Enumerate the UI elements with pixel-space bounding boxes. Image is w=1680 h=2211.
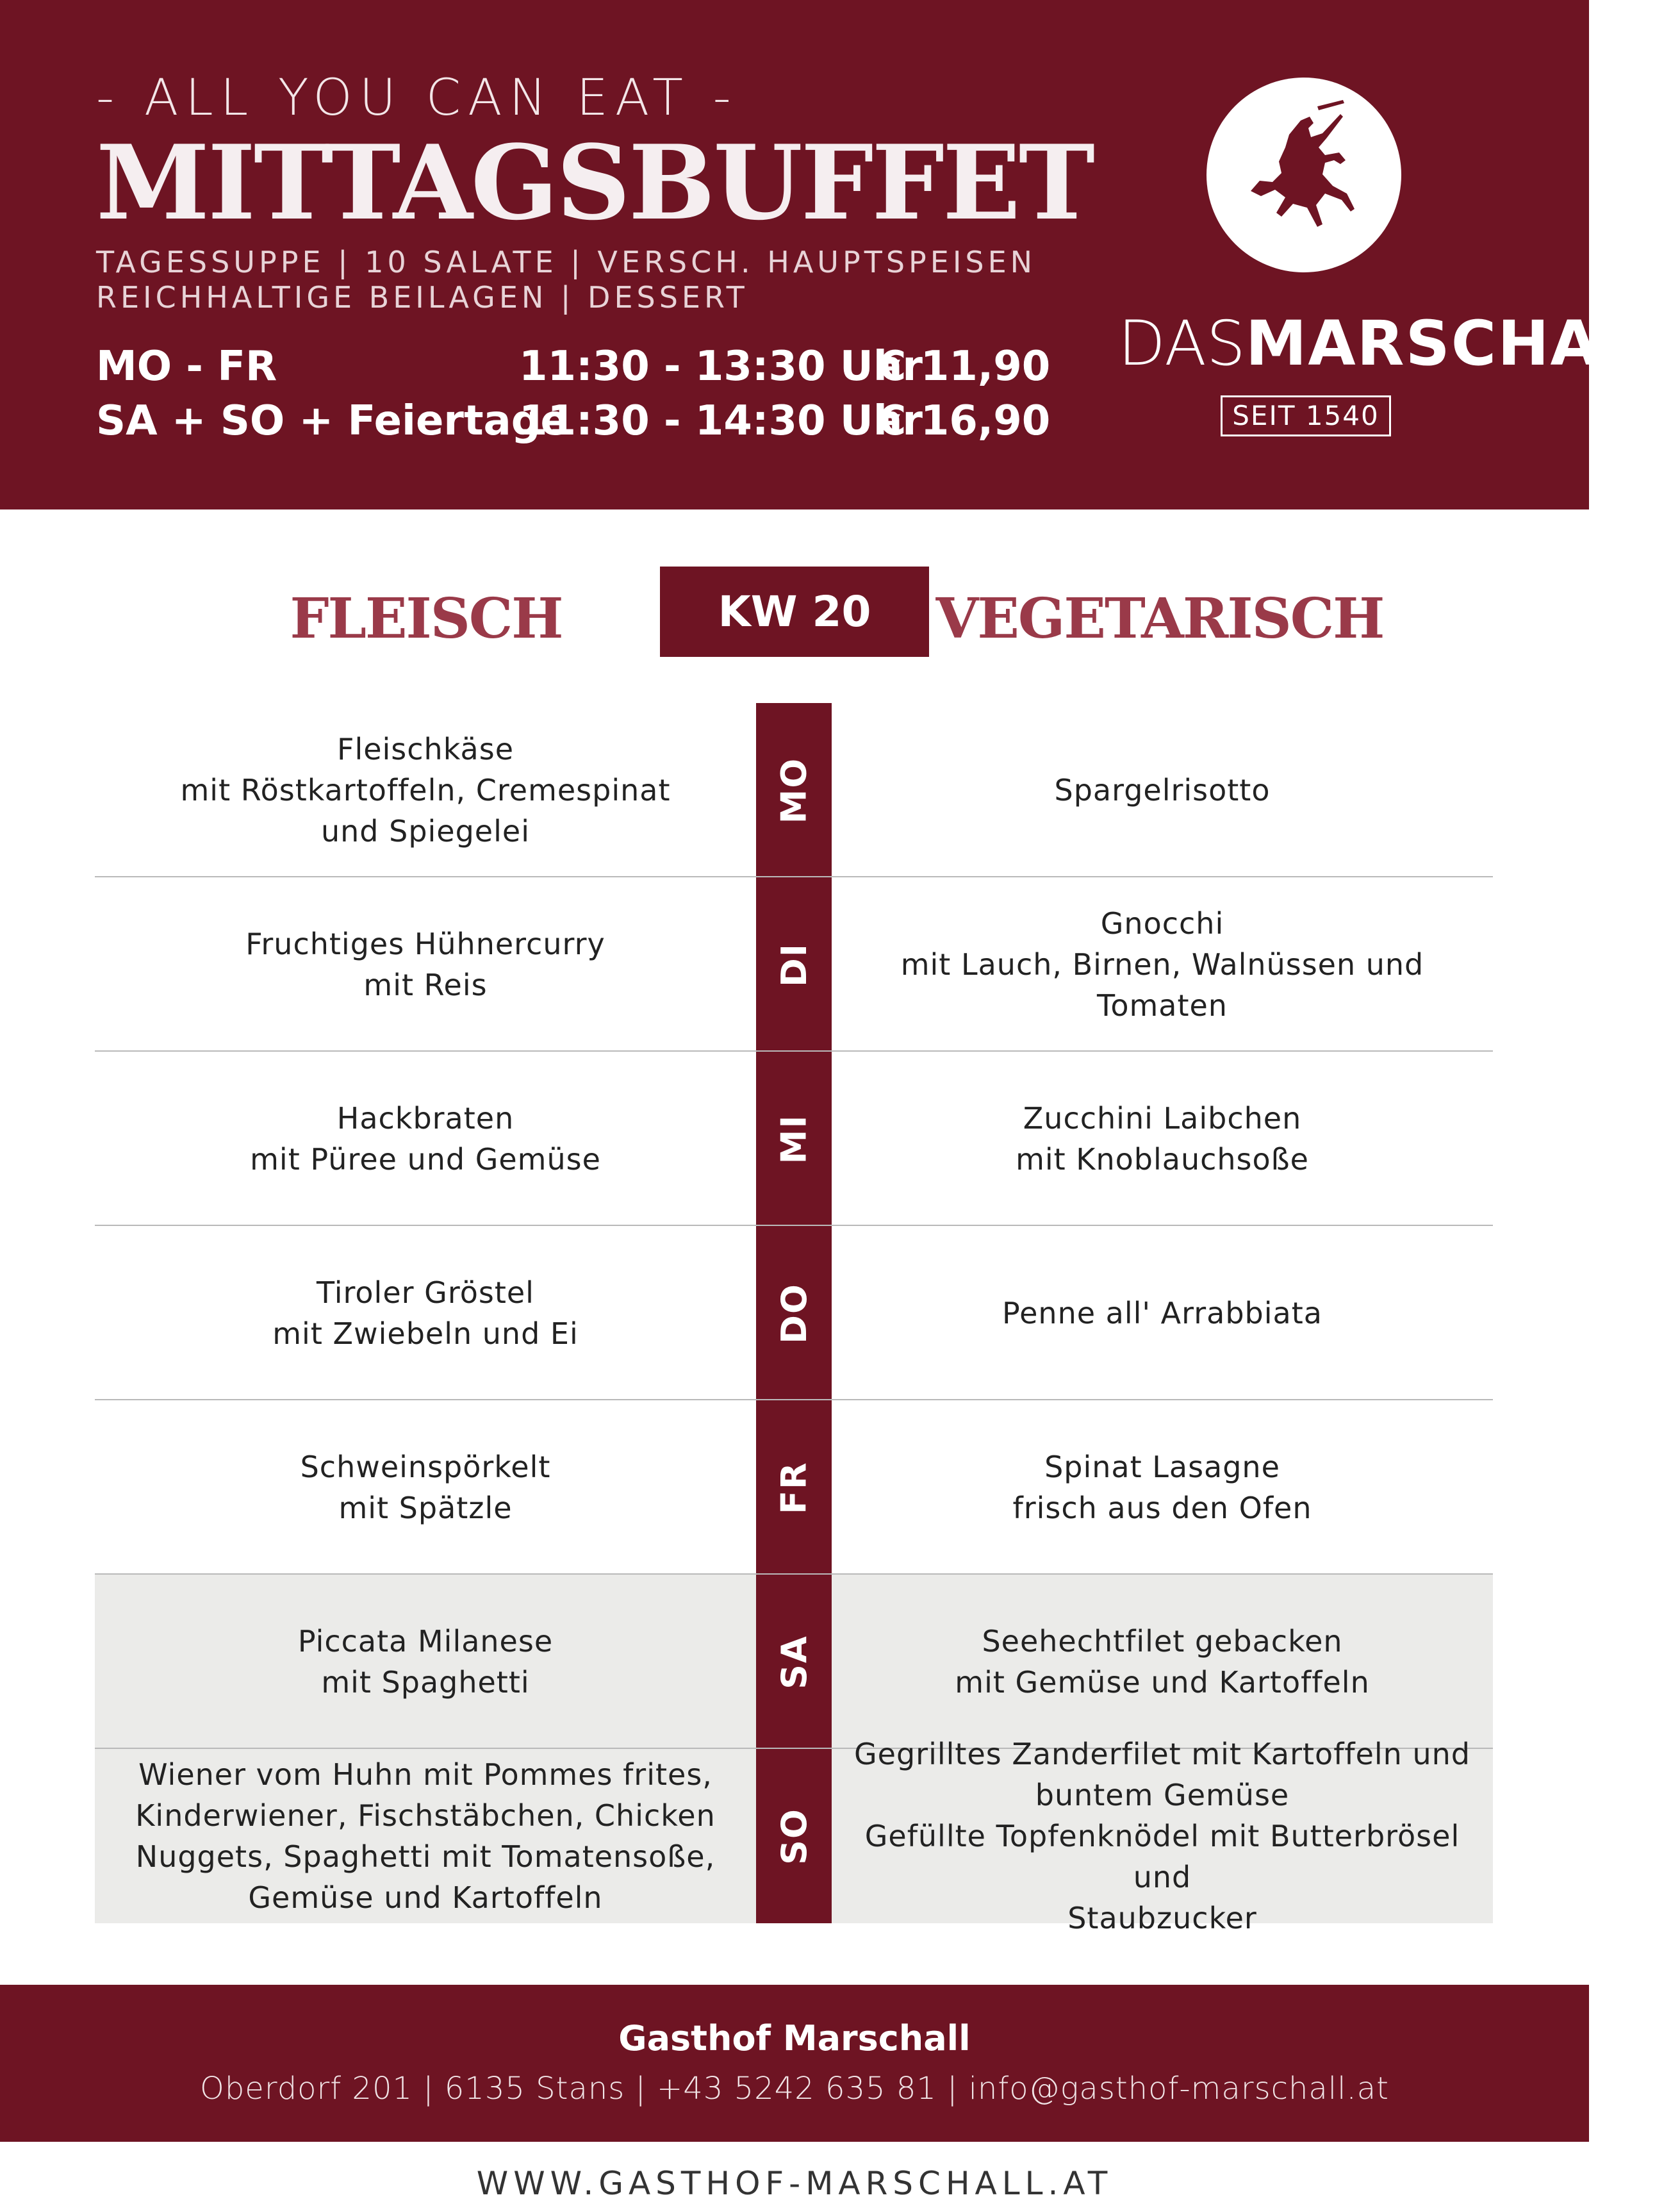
dish-line: Seehechtfilet gebacken [982, 1624, 1343, 1659]
menu-row-do [95, 1226, 1493, 1400]
subtitle-line-2: REICHHALTIGE BEILAGEN | DESSERT [96, 280, 748, 315]
dish-line: Gefüllte Topfenknödel mit Butterbrösel und [864, 1819, 1460, 1894]
dish-line: Staubzucker [1067, 1901, 1257, 1935]
week-badge: KW 20 [660, 567, 929, 657]
dish-line: frisch aus den Ofen [1012, 1491, 1312, 1525]
logo-seit-badge: SEIT 1540 [1221, 395, 1391, 436]
day-label [756, 1400, 832, 1575]
menu-row-di [95, 877, 1493, 1052]
page-title: MITTAGSBUFFET [96, 122, 1093, 243]
dish-line: Fleischkäse [336, 732, 515, 766]
logo-marschall: MARSCHALL [1245, 308, 1680, 379]
day-strip [756, 1400, 832, 1575]
dish-line: mit Spätzle [338, 1491, 513, 1525]
dish-fleisch [95, 703, 756, 877]
dish-vegetarisch [832, 1575, 1493, 1749]
dish-line: Fruchtiges Hühnercurry [245, 927, 605, 961]
dish-line: Piccata Milanese [297, 1624, 554, 1659]
dish-line: buntem Gemüse [1035, 1778, 1290, 1812]
menu-row-sa [95, 1575, 1493, 1749]
dish-line: mit Knoblauchsoße [1016, 1142, 1309, 1177]
day-strip [756, 1052, 832, 1226]
dish-vegetarisch [832, 877, 1493, 1052]
dish-vegetarisch [832, 1400, 1493, 1575]
tagline: - ALL YOU CAN EAT - [96, 69, 738, 127]
day-abbrev: MI [773, 1114, 814, 1164]
dish-line: Wiener vom Huhn mit Pommes frites, [138, 1757, 712, 1792]
dish-line: Hackbraten [336, 1101, 515, 1136]
dish-fleisch [95, 877, 756, 1052]
day-abbrev: SA [773, 1634, 814, 1689]
dish-line: Spinat Lasagne [1044, 1450, 1280, 1484]
dish-line: mit Gemüse und Kartoffeln [955, 1665, 1370, 1700]
dish-vegetarisch [832, 1226, 1493, 1400]
menu-row-mo [95, 703, 1493, 877]
day-abbrev: DO [773, 1282, 814, 1344]
day-abbrev: MO [773, 757, 814, 824]
hours-days: SA + SO + Feiertage [96, 397, 568, 445]
day-label [756, 1226, 832, 1400]
day-abbrev: FR [773, 1461, 814, 1514]
horse-rider-icon [1205, 76, 1403, 274]
hours-time: 11:30 - 14:30 Uhr [519, 397, 923, 445]
dish-fleisch [95, 1749, 756, 1923]
day-label [756, 877, 832, 1052]
footer [0, 1985, 1589, 2142]
dish-line: Nuggets, Spaghetti mit Tomatensoße, [135, 1839, 716, 1874]
hours-price: € 11,90 [878, 343, 1051, 390]
subtitle-line-1: TAGESSUPPE | 10 SALATE | VERSCH. HAUPTSPEISEN [96, 245, 1037, 279]
menu-row-mi [95, 1052, 1493, 1226]
dish-line: mit Püree und Gemüse [250, 1142, 601, 1177]
dish-vegetarisch [832, 1737, 1493, 1935]
day-strip [756, 703, 832, 877]
dish-line: Zucchini Laibchen [1023, 1101, 1302, 1136]
menu-row-fr [95, 1400, 1493, 1575]
day-label [756, 1575, 832, 1749]
dish-fleisch [95, 1575, 756, 1749]
dish-line: mit Zwiebeln und Ei [272, 1316, 579, 1351]
dish-line: Spargelrisotto [1054, 773, 1271, 807]
dish-line: Gnocchi [1100, 906, 1224, 941]
day-abbrev: SO [773, 1807, 814, 1865]
day-strip [756, 1226, 832, 1400]
day-label [756, 1052, 832, 1226]
heading-fleisch: FLEISCH [290, 586, 563, 651]
dish-line: Kinderwiener, Fischstäbchen, Chicken [135, 1798, 716, 1833]
header [0, 0, 1680, 509]
dish-line: mit Reis [363, 968, 488, 1002]
dish-fleisch [95, 1400, 756, 1575]
hours-time: 11:30 - 13:30 Uhr [519, 343, 923, 390]
day-label [756, 1749, 832, 1923]
day-abbrev: DI [773, 942, 814, 987]
day-label [756, 703, 832, 877]
heading-vegetarisch: VEGETARISCH [935, 586, 1384, 651]
dish-line: mit Röstkartoffeln, Cremespinat [180, 773, 671, 807]
dish-line: und Spiegelei [321, 814, 530, 849]
day-strip [756, 1575, 832, 1749]
logo-wordmark [1118, 308, 1680, 379]
dish-line: mit Lauch, Birnen, Walnüssen und Tomaten [900, 947, 1424, 1023]
hours-days: MO - FR [96, 343, 277, 390]
dish-line: mit Spaghetti [321, 1665, 530, 1700]
logo-das: DAS [1118, 308, 1246, 379]
dish-fleisch [95, 1052, 756, 1226]
dish-line: Gegrilltes Zanderfilet mit Kartoffeln und [854, 1737, 1470, 1771]
dish-line: Gemüse und Kartoffeln [248, 1880, 603, 1915]
dish-vegetarisch [832, 703, 1493, 877]
dish-line: Tiroler Gröstel [317, 1275, 534, 1310]
dish-vegetarisch [832, 1052, 1493, 1226]
hours-price: € 16,90 [878, 397, 1051, 445]
dish-line: Schweinspörkelt [300, 1450, 551, 1484]
day-strip [756, 877, 832, 1052]
dish-line: Penne all' Arrabbiata [1002, 1296, 1322, 1330]
dish-fleisch [95, 1226, 756, 1400]
day-strip [756, 1749, 832, 1923]
footer-name: Gasthof Marschall [618, 2018, 971, 2058]
website-link[interactable]: WWW.GASTHOF-MARSCHALL.AT [476, 2165, 1113, 2202]
menu-row-so [95, 1737, 1493, 1935]
footer-address: Oberdorf 201 | 6135 Stans | +43 5242 635 81 | info@gasthof-marschall.at [200, 2071, 1389, 2107]
